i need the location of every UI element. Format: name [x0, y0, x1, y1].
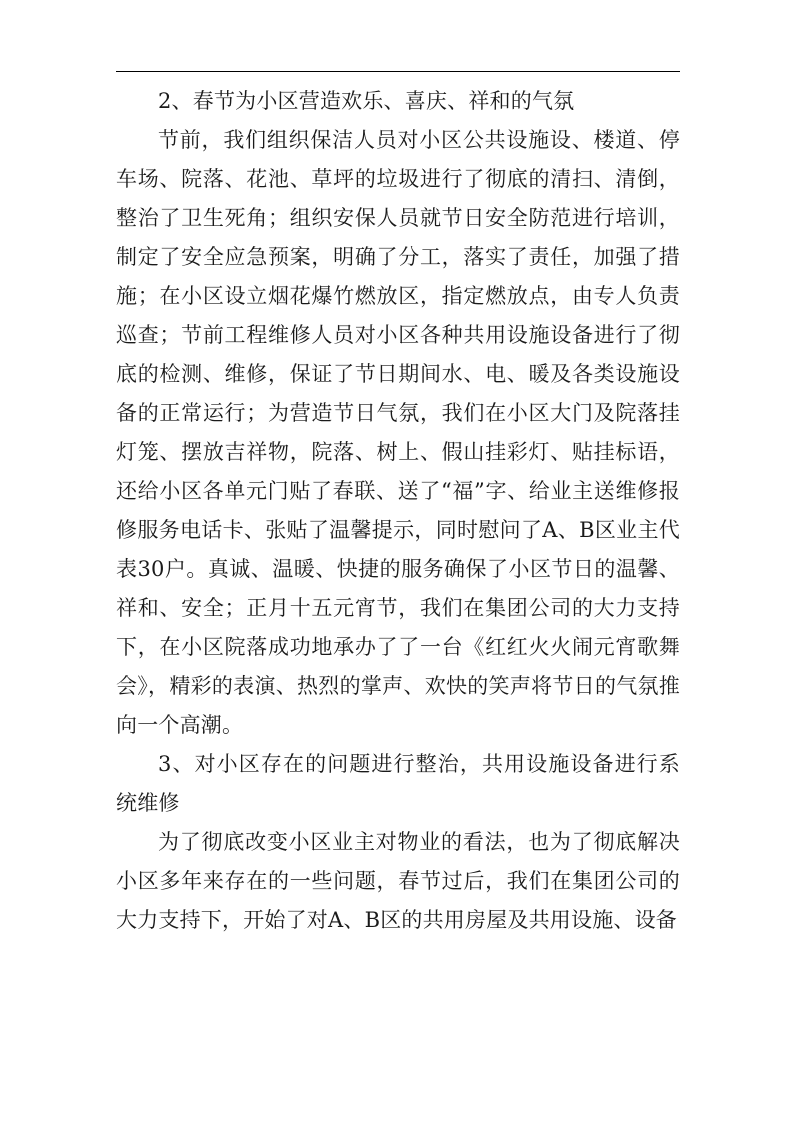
section-heading-2: 2、春节为小区营造欢乐、喜庆、祥和的气氛 [158, 89, 575, 113]
section-heading-3: 3、对小区存在的问题进行整治，共用设施设备进行系统维修 [116, 752, 680, 815]
body-paragraph: 节前，我们组织保洁人员对小区公共设施设、楼道、停车场、院落、花池、草坪的垃圾进行了彻底的清扫、清倒，整治了卫生死角；组织安保人员就节日安全防范进行培训，制定了安全应急预案，明确了分工，落实了责任，加强了措施；在小区设立烟花爆竹燃放区，指定燃放点，由专人负责巡查；节前工程维修人员对小区各种共用设施设备进行了彻底的检测、维修，保证了节日期间水、电、暖及各类设施设备的正常运行；为营造节日气氛，我们在小区大门及院落挂灯笼、摆放吉祥物，院落、树上、假山挂彩灯、贴挂标语，还给小区各单元门贴了春联、送了“福”字、给业主送维修报修服务电话卡、张贴了温馨提示，同时慰问了A、B区业主代表30户。真诚、温暖、快捷的服务确保了小区节日的温馨、祥和、安全；正月十五元宵节，我们在集团公司的大力支持下，在小区院落成功地承办了了一台《红红火火闹元宵歌舞会》，精彩的表演、热烈的掌声、欢快的笑声将节日的气氛推向一个高潮。 [116, 128, 680, 737]
header-rule [116, 71, 680, 72]
document-body [116, 82, 680, 940]
body-paragraph: 为了彻底改变小区业主对物业的看法，也为了彻底解决小区多年来存在的一些问题，春节过后，我们在集团公司的大力支持下，开始了对A、B区的共用房屋及共用设施、设备 [116, 830, 680, 932]
